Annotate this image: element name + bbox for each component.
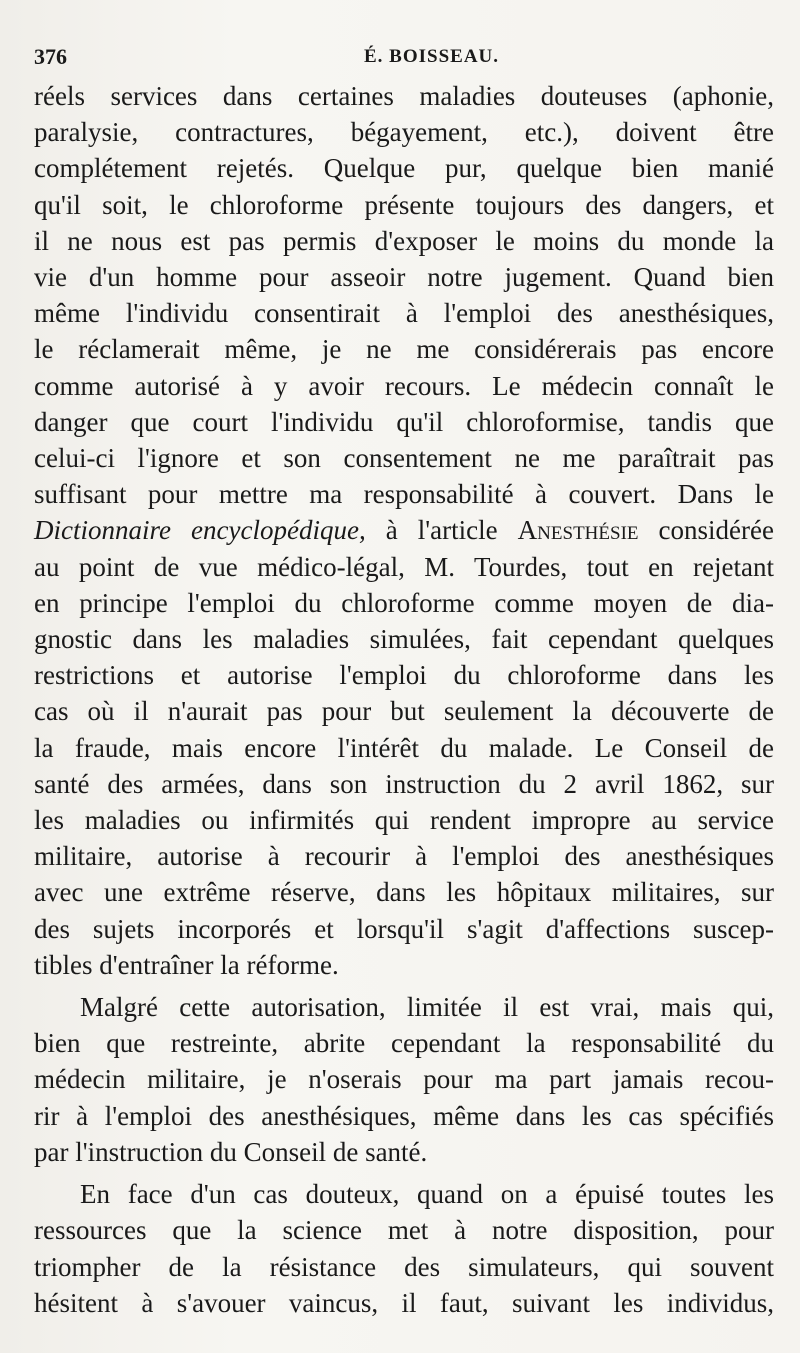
text-line: tibles d'entraîner la réforme. (34, 949, 339, 980)
text-line: le réclamerait même, je ne me considérerais pas encore (34, 334, 774, 365)
text-line: vie d'un homme pour asseoir notre jugement. Quand bien (34, 262, 774, 293)
text-line: suffisant pour mettre ma responsabilité à couvert. Dans le (34, 479, 774, 510)
text-line: en principe l'emploi du chloroforme comme moyen de dia- (34, 587, 774, 618)
text-line: complétement rejetés. Quelque pur, quelque bien manié (34, 153, 774, 184)
text-line: par l'instruction du Conseil de santé. (34, 1136, 428, 1167)
text-line: bien que restreinte, abrite cependant la responsabilité du (34, 1028, 774, 1059)
running-head: É. BOISSEAU. (364, 46, 500, 67)
text-line: celui-ci l'ignore et son consentement ne me paraîtrait pas (34, 443, 774, 474)
smallcaps-term: Anesthésie (517, 515, 639, 546)
text-line: gnostic dans les maladies simulées, fait cependant quelques (34, 624, 774, 655)
text-line: il ne nous est pas permis d'exposer le moins du monde la (34, 225, 774, 256)
text-line: qu'il soit, le chloroforme présente toujours des dangers, et (34, 189, 774, 220)
paragraph-2 (34, 989, 774, 1170)
text-line: En face d'un cas douteux, quand on a épuisé toutes les (80, 1179, 774, 1210)
text-line: santé des armées, dans son instruction du 2 avril 1862, sur (34, 768, 774, 799)
italic-title: Dictionnaire encyclopédique, (34, 515, 366, 546)
text-line: ressources que la science met à notre disposition, pour (34, 1215, 774, 1246)
text-line: avec une extrême réserve, dans les hôpitaux militaires, sur (34, 877, 774, 908)
text-line: militaire, autorise à recourir à l'emploi des anesthésiques (34, 841, 774, 872)
text-line: cas où il n'aurait pas pour but seulement la découverte de (34, 696, 774, 727)
page-number: 376 (34, 44, 67, 69)
text-line-mixed (34, 512, 774, 548)
text-line: des sujets incorporés et lorsqu'il s'agit d'affections suscep- (34, 913, 774, 944)
text-line: réels services dans certaines maladies douteuses (aphonie, (34, 81, 774, 111)
text-fragment: considérée (638, 515, 774, 546)
text-line: restrictions et autorise l'emploi du chloroforme dans les (34, 660, 774, 691)
text-line: la fraude, mais encore l'intérêt du malade. Le Conseil de (34, 732, 774, 763)
text-line: comme autorisé à y avoir recours. Le médecin connaît le (34, 370, 774, 401)
body-text (34, 78, 774, 1327)
text-line: danger que court l'individu qu'il chloroformise, tandis que (34, 406, 774, 437)
text-fragment: à l'article (365, 515, 518, 546)
text-line: triompher de la résistance des simulateurs, qui souvent (34, 1251, 774, 1282)
paragraph-1 (34, 78, 774, 983)
text-line: les maladies ou infirmités qui rendent impropre au service (34, 805, 774, 836)
text-line: paralysie, contractures, bégayement, etc.), doivent être (34, 117, 774, 148)
text-line: Malgré cette autorisation, limitée il est vrai, mais qui, (80, 992, 774, 1023)
text-line: rir à l'emploi des anesthésiques, même dans les cas spécifiés (34, 1100, 774, 1131)
paragraph-3 (34, 1176, 774, 1321)
text-line: hésitent à s'avouer vaincus, il faut, suivant les individus, (34, 1287, 774, 1318)
text-line: médecin militaire, je n'oserais pour ma part jamais recou- (34, 1064, 774, 1095)
page-header (34, 44, 774, 78)
text-line: même l'individu consentirait à l'emploi des anesthésiques, (34, 298, 774, 329)
text-line: au point de vue médico-légal, M. Tourdes, tout en rejetant (34, 551, 774, 582)
